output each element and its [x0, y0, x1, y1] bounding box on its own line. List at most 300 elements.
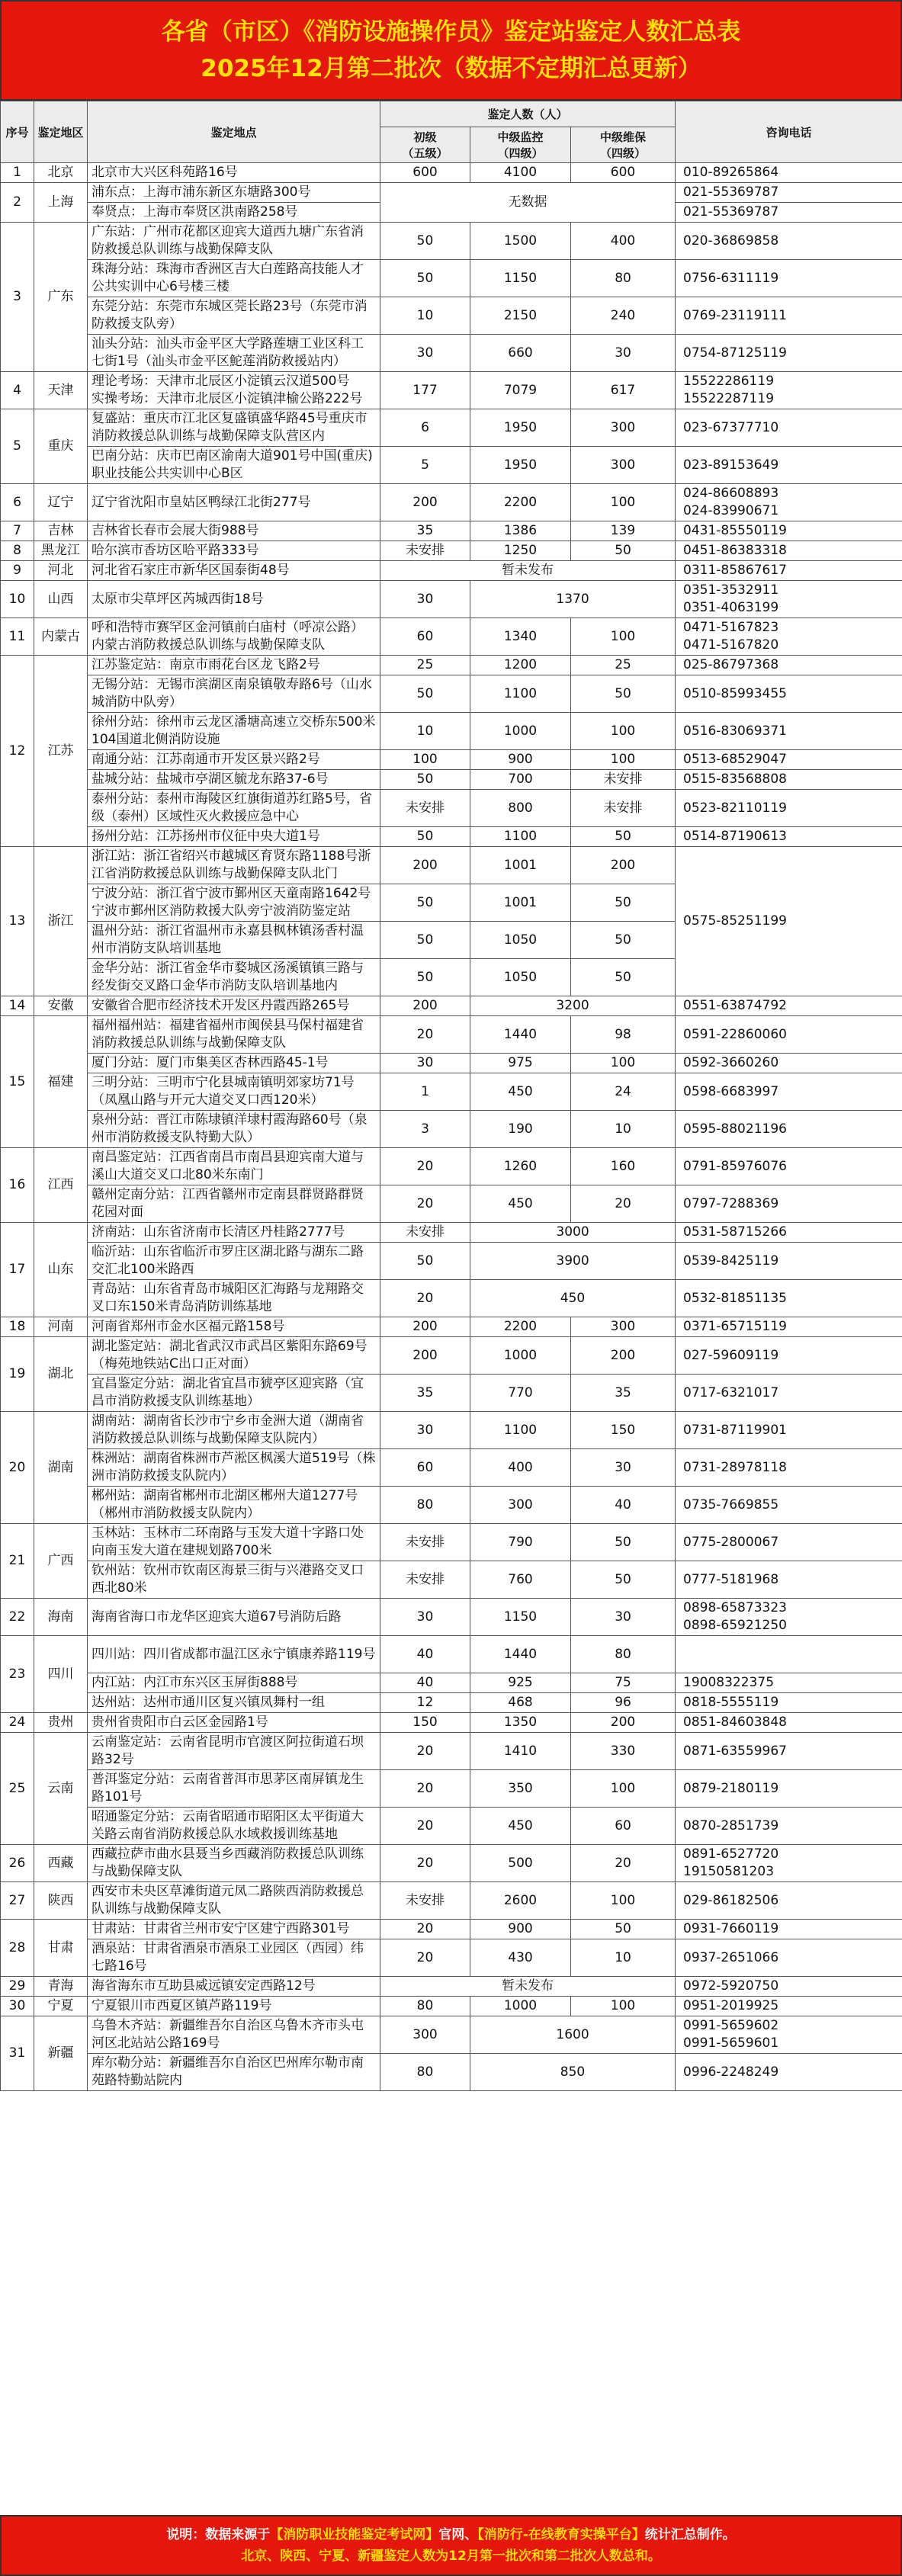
region-name: 浙江: [34, 847, 88, 996]
contact-phone: 0991-5659602 0991-5659601: [676, 2016, 902, 2054]
site-address: 昭通鉴定分站：云南省昭通市昭阳区太平街道大关路云南省消防救援总队水域救援训练基地: [88, 1808, 380, 1845]
table-row: [1, 1808, 902, 1845]
row-number: 17: [1, 1223, 34, 1317]
count-monitor: 1410: [470, 1733, 571, 1770]
site-address: 南昌鉴定站：江西省南昌市南昌县迎宾南大道与溪山大道交叉口北80米东南门: [88, 1148, 380, 1185]
site-address: 达州站：达州市通川区复兴镇凤舞村一组: [88, 1693, 380, 1713]
count-monitor: 1000: [470, 1997, 571, 2016]
count-maintenance: 139: [571, 521, 676, 541]
contact-phone: 010-89265864: [676, 163, 902, 183]
count-junior: 12: [380, 1693, 470, 1713]
contact-phone: 0471-5167823 0471-5167820: [676, 618, 902, 656]
contact-phone: 0851-84603848: [676, 1713, 902, 1733]
table-row: [1, 1997, 902, 2016]
count-intermediate-merged: 3000: [470, 1223, 676, 1243]
contact-phone: 0451-86383318: [676, 541, 902, 561]
count-junior: 20: [380, 1733, 470, 1770]
table-row: [1, 618, 902, 656]
count-junior: 10: [380, 713, 470, 750]
table-row: [1, 1185, 902, 1223]
contact-phone: 0756-6311119: [676, 260, 902, 297]
site-address: 济南站：山东省济南市长清区丹桂路2777号: [88, 1223, 380, 1243]
region-name: 河北: [34, 561, 88, 581]
main-title: 各省（市区）《消防设施操作员》鉴定站鉴定人数汇总表: [161, 18, 741, 46]
count-junior: 50: [380, 884, 470, 922]
row-number: 9: [1, 561, 34, 581]
contact-phone: 0371-65715119: [676, 1317, 902, 1337]
contact-phone: 0870-2851739: [676, 1808, 902, 1845]
table-row: [1, 521, 902, 541]
site-address: 徐州分站：徐州市云龙区潘塘高速立交桥东500米104国道北侧消防设施: [88, 713, 380, 750]
count-maintenance: 24: [571, 1073, 676, 1111]
count-monitor: 1950: [470, 409, 571, 447]
table-row: [1, 1337, 902, 1375]
site-address: 西安市未央区草滩街道元凤二路陕西消防救援总队训练与战勤保障支队: [88, 1882, 380, 1920]
contact-phone: 0797-7288369: [676, 1185, 902, 1223]
contact-phone: 0898-65873323 0898-65921250: [676, 1599, 902, 1636]
contact-phone: 19008322375: [676, 1673, 902, 1693]
contact-phone: 0754-87125119: [676, 335, 902, 372]
contact-phone: 0775-2800067: [676, 1524, 902, 1561]
count-monitor: 700: [470, 770, 571, 790]
count-maintenance: 100: [571, 713, 676, 750]
count-monitor: 190: [470, 1111, 571, 1148]
contact-phone: 0531-58715266: [676, 1223, 902, 1243]
contact-phone: 023-67377710: [676, 409, 902, 447]
count-maintenance: 80: [571, 260, 676, 297]
count-junior: 25: [380, 656, 470, 675]
count-maintenance: 600: [571, 163, 676, 183]
count-monitor: 1100: [470, 675, 571, 713]
contact-phone: 0311-85867617: [676, 561, 902, 581]
site-address: 云南鉴定站：云南省昆明市官渡区阿拉街道石坝路32号: [88, 1733, 380, 1770]
count-monitor: 975: [470, 1054, 571, 1073]
site-address: 宁波分站：浙江省宁波市鄞州区天童南路1642号宁波市鄞州区消防救援大队旁宁波消防鉴定站: [88, 884, 380, 922]
count-maintenance: 10: [571, 1939, 676, 1977]
row-number: 7: [1, 521, 34, 541]
contact-phone: 020-36869858: [676, 223, 902, 260]
region-name: 江西: [34, 1148, 88, 1223]
summary-table: [0, 101, 902, 2091]
region-name: 吉林: [34, 521, 88, 541]
region-name: 北京: [34, 163, 88, 183]
table-row: [1, 847, 902, 884]
table-row: [1, 1487, 902, 1524]
table-row: [1, 183, 902, 203]
table-row: [1, 770, 902, 790]
count-monitor: 925: [470, 1673, 571, 1693]
count-maintenance: 200: [571, 847, 676, 884]
site-address: 江苏鉴定站：南京市雨花台区龙飞路2号: [88, 656, 380, 675]
count-intermediate-merged: 850: [470, 2054, 676, 2091]
count-monitor: 1200: [470, 656, 571, 675]
site-address: 河北省石家庄市新华区国泰街48号: [88, 561, 380, 581]
count-junior: 20: [380, 1016, 470, 1054]
contact-phone: 0735-7669855: [676, 1487, 902, 1524]
table-row: [1, 484, 902, 521]
contact-phone: 0777-5181968: [676, 1561, 902, 1599]
site-address: 酒泉站：甘肃省酒泉市酒泉工业园区（西园）纬七路16号: [88, 1939, 380, 1977]
region-name: 江苏: [34, 656, 88, 847]
row-number: 3: [1, 223, 34, 372]
site-address: 厦门分站：厦门市集美区杏林西路45-1号: [88, 1054, 380, 1073]
count-maintenance: 330: [571, 1733, 676, 1770]
region-name: 河南: [34, 1317, 88, 1337]
contact-phone: 0592-3660260: [676, 1054, 902, 1073]
contact-phone: 0351-3532911 0351-4063199: [676, 581, 902, 618]
count-junior: 177: [380, 372, 470, 409]
table-row: [1, 581, 902, 618]
count-monitor: 1340: [470, 618, 571, 656]
count-maintenance: 100: [571, 750, 676, 770]
table-row: [1, 561, 902, 581]
region-name: 四川: [34, 1636, 88, 1713]
count-monitor: 1150: [470, 260, 571, 297]
count-maintenance: 50: [571, 922, 676, 959]
site-address: 三明分站：三明市宁化县城南镇明郊家坊71号（凤凰山路与开元大道交叉口西120米）: [88, 1073, 380, 1111]
contact-phone: 0769-23119111: [676, 297, 902, 335]
region-name: 新疆: [34, 2016, 88, 2091]
site-address: 湖北鉴定站：湖北省武汉市武昌区紫阳东路69号（梅苑地铁站C出口正对面）: [88, 1337, 380, 1375]
count-maintenance: 50: [571, 541, 676, 561]
count-junior: 未安排: [380, 1561, 470, 1599]
contact-phone: 0551-63874792: [676, 996, 902, 1016]
count-junior: 50: [380, 223, 470, 260]
region-name: 黑龙江: [34, 541, 88, 561]
row-number: 25: [1, 1733, 34, 1845]
count-junior: 80: [380, 1997, 470, 2016]
col-header-junior: 初级 （五级）: [380, 127, 470, 163]
table-row: [1, 1733, 902, 1770]
count-maintenance: 240: [571, 297, 676, 335]
count-maintenance: 50: [571, 675, 676, 713]
table-row: [1, 1054, 902, 1073]
count-maintenance: 35: [571, 1375, 676, 1412]
count-maintenance: 30: [571, 1449, 676, 1487]
count-monitor: 450: [470, 1073, 571, 1111]
contact-phone: 0791-85976076: [676, 1148, 902, 1185]
count-monitor: 1001: [470, 847, 571, 884]
count-monitor: 1440: [470, 1016, 571, 1054]
table-row: [1, 1713, 902, 1733]
count-maintenance: 75: [571, 1673, 676, 1693]
contact-phone: 0575-85251199: [676, 847, 902, 996]
site-address: 玉林站：玉林市二环南路与玉发大道十字路口处向南玉发大道在建规划路700米: [88, 1524, 380, 1561]
count-monitor: 660: [470, 335, 571, 372]
site-address: 南通分站：江苏南通市开发区景兴路2号: [88, 750, 380, 770]
count-maintenance: 400: [571, 223, 676, 260]
count-monitor: 1386: [470, 521, 571, 541]
title-banner: [0, 0, 902, 101]
count-maintenance: 50: [571, 1524, 676, 1561]
site-address: 扬州分站：江苏扬州市仪征中央大道1号: [88, 827, 380, 847]
count-monitor: 450: [470, 1185, 571, 1223]
contact-phone: 0510-85993455: [676, 675, 902, 713]
region-name: 贵州: [34, 1713, 88, 1733]
count-maintenance: 25: [571, 656, 676, 675]
site-address: 浦东点：上海市浦东新区东塘路300号: [88, 183, 380, 203]
count-monitor: 790: [470, 1524, 571, 1561]
table-row: [1, 675, 902, 713]
site-address: 呼和浩特市赛罕区金河镇前白庙村（呼凉公路）内蒙古消防救援总队训练与战勤保障支队: [88, 618, 380, 656]
count-junior: 20: [380, 1148, 470, 1185]
row-number: 10: [1, 581, 34, 618]
table-row: [1, 335, 902, 372]
count-monitor: 760: [470, 1561, 571, 1599]
site-address: 吉林省长春市会展大街988号: [88, 521, 380, 541]
count-junior: 50: [380, 770, 470, 790]
col-header-count-group: 鉴定人数（人）: [380, 101, 676, 127]
table-row: [1, 297, 902, 335]
site-address: 赣州定南分站：江西省赣州市定南县群贤路群贤花园对面: [88, 1185, 380, 1223]
region-name: 陕西: [34, 1882, 88, 1920]
region-name: 天津: [34, 372, 88, 409]
row-number: 24: [1, 1713, 34, 1733]
table-row: [1, 1073, 902, 1111]
site-address: 湖南站：湖南省长沙市宁乡市金洲大道（湖南省消防救援总队训练与战勤保障支队院内）: [88, 1412, 380, 1449]
count-monitor: 1500: [470, 223, 571, 260]
count-junior: 3: [380, 1111, 470, 1148]
contact-phone: 029-86182506: [676, 1882, 902, 1920]
region-name: 重庆: [34, 409, 88, 484]
count-junior: 50: [380, 1243, 470, 1280]
contact-phone: 024-86608893 024-83990671: [676, 484, 902, 521]
count-monitor: 2200: [470, 484, 571, 521]
count-junior: 20: [380, 1920, 470, 1939]
contact-phone: 0717-6321017: [676, 1375, 902, 1412]
site-address: 乌鲁木齐站：新疆维吾尔自治区乌鲁木齐市头屯河区北站站公路169号: [88, 2016, 380, 2054]
site-address: 泰州分站：泰州市海陵区红旗街道苏红路5号，省级（泰州）区域性灭火救援应急中心: [88, 790, 380, 827]
count-monitor: 1440: [470, 1636, 571, 1673]
row-number: 8: [1, 541, 34, 561]
count-monitor: 1260: [470, 1148, 571, 1185]
table-row: [1, 1317, 902, 1337]
count-maintenance: 100: [571, 1770, 676, 1808]
site-address: 宜昌鉴定分站：湖北省宜昌市猇亭区迎宾路（宜昌市消防救援支队训练基地）: [88, 1375, 380, 1412]
count-junior: 80: [380, 1487, 470, 1524]
count-maintenance: 100: [571, 484, 676, 521]
contact-phone: 021-55369787: [676, 203, 902, 223]
footer-line-1: 说明：数据来源于【消防职业技能鉴定考试网】官网、【消防行-在线教育实操平台】统计汇总制作。: [166, 2527, 736, 2542]
contact-phone: 0818-5555119: [676, 1693, 902, 1713]
site-address: 温州分站：浙江省温州市永嘉县枫林镇汤香村温州市消防支队培训基地: [88, 922, 380, 959]
region-name: 福建: [34, 1016, 88, 1148]
count-junior: 未安排: [380, 1882, 470, 1920]
count-junior: 30: [380, 1412, 470, 1449]
contact-phone: [676, 1636, 902, 1673]
count-junior: 6: [380, 409, 470, 447]
row-number: 1: [1, 163, 34, 183]
table-row: [1, 447, 902, 484]
contact-phone: 0595-88021196: [676, 1111, 902, 1148]
row-number: 4: [1, 372, 34, 409]
count-monitor: 400: [470, 1449, 571, 1487]
count-monitor: 2600: [470, 1882, 571, 1920]
count-maintenance: 80: [571, 1636, 676, 1673]
site-address: 株洲站：湖南省株洲市芦淞区枫溪大道519号（株洲市消防救援支队院内）: [88, 1449, 380, 1487]
site-address: 复盛站：重庆市江北区复盛镇盛华路45号重庆市消防救援总队训练与战勤保障支队营区内: [88, 409, 380, 447]
row-number: 29: [1, 1977, 34, 1997]
footer-note: [0, 2515, 902, 2576]
contact-phone: 0937-2651066: [676, 1939, 902, 1977]
row-number: 22: [1, 1599, 34, 1636]
table-row: [1, 656, 902, 675]
count-junior: 1: [380, 1073, 470, 1111]
count-maintenance: 未安排: [571, 770, 676, 790]
table-row: [1, 1977, 902, 1997]
row-number: 31: [1, 2016, 34, 2091]
col-header-monitor: 中级监控 （四级）: [470, 127, 571, 163]
contact-phone: 0514-87190613: [676, 827, 902, 847]
row-number: 23: [1, 1636, 34, 1713]
region-name: 广西: [34, 1524, 88, 1599]
count-intermediate-merged: 3900: [470, 1243, 676, 1280]
contact-phone: 027-59609119: [676, 1337, 902, 1375]
count-junior: 200: [380, 1317, 470, 1337]
count-maintenance: 40: [571, 1487, 676, 1524]
count-junior: 300: [380, 2016, 470, 2054]
count-intermediate-merged: 1370: [470, 581, 676, 618]
site-address: 西藏拉萨市曲水县聂当乡西藏消防救援总队训练与战勤保障支队: [88, 1845, 380, 1882]
count-monitor: 468: [470, 1693, 571, 1713]
site-address: 青岛站：山东省青岛市城阳区汇海路与龙翔路交叉口东150米青岛消防训练基地: [88, 1280, 380, 1317]
region-name: 甘肃: [34, 1920, 88, 1977]
table-row: [1, 1412, 902, 1449]
count-junior: 60: [380, 618, 470, 656]
region-name: 上海: [34, 183, 88, 223]
site-address: 浙江站：浙江省绍兴市越城区育贤东路1188号浙江省消防救援总队训练与战勤保障支队北门: [88, 847, 380, 884]
region-name: 湖南: [34, 1412, 88, 1524]
region-name: 安徽: [34, 996, 88, 1016]
count-monitor: 1001: [470, 884, 571, 922]
contact-phone: 0523-82110119: [676, 790, 902, 827]
table-row: [1, 1561, 902, 1599]
contact-phone: 0996-2248249: [676, 2054, 902, 2091]
site-address: 宁夏银川市西夏区镇芦路119号: [88, 1997, 380, 2016]
count-junior: 5: [380, 447, 470, 484]
count-maintenance: 200: [571, 1713, 676, 1733]
contact-phone: 0431-85550119: [676, 521, 902, 541]
count-junior: 100: [380, 750, 470, 770]
region-name: 西藏: [34, 1845, 88, 1882]
count-monitor: 1100: [470, 1412, 571, 1449]
count-junior: 20: [380, 1770, 470, 1808]
table-row: [1, 372, 902, 409]
table-row: [1, 1920, 902, 1939]
col-header-region: 鉴定地区: [34, 101, 88, 163]
row-number: 18: [1, 1317, 34, 1337]
site-address: 贵州省贵阳市白云区金园路1号: [88, 1713, 380, 1733]
site-address: 奉贤点：上海市奉贤区洪南路258号: [88, 203, 380, 223]
count-junior: 30: [380, 581, 470, 618]
count-junior: 10: [380, 297, 470, 335]
site-address: 理论考场：天津市北辰区小淀镇云汉道500号 实操考场：天津市北辰区小淀镇津榆公路222号: [88, 372, 380, 409]
site-address: 临沂站：山东省临沂市罗庄区湖北路与湖东二路交汇北100米路西: [88, 1243, 380, 1280]
site-address: 广东站：广州市花都区迎宾大道西九塘广东省消防救援总队训练与战勤保障支队: [88, 223, 380, 260]
count-junior: 未安排: [380, 790, 470, 827]
site-address: 库尔勒分站：新疆维吾尔自治区巴州库尔勒市南苑路特勤站院内: [88, 2054, 380, 2091]
site-address: 四川站：四川省成都市温江区永宁镇康养路119号: [88, 1636, 380, 1673]
count-maintenance: 100: [571, 1997, 676, 2016]
sub-title: 2025年12月第二批次（数据不定期汇总更新）: [201, 55, 701, 82]
col-header-no: 序号: [1, 101, 34, 163]
contact-phone: 0532-81851135: [676, 1280, 902, 1317]
count-maintenance: 150: [571, 1412, 676, 1449]
count-junior: 50: [380, 959, 470, 996]
table-row: [1, 1636, 902, 1673]
col-header-maintenance: 中级维保 （四级）: [571, 127, 676, 163]
site-address: 东莞分站：东莞市东城区莞长路23号（东莞市消防救援支队旁）: [88, 297, 380, 335]
count-junior: 80: [380, 2054, 470, 2091]
count-maintenance: 50: [571, 959, 676, 996]
count-junior: 50: [380, 260, 470, 297]
contact-phone: 0972-5920750: [676, 1977, 902, 1997]
count-monitor: 1150: [470, 1599, 571, 1636]
contact-phone: 0513-68529047: [676, 750, 902, 770]
row-number: 5: [1, 409, 34, 484]
col-header-site: 鉴定地点: [88, 101, 380, 163]
site-address: 北京市大兴区科苑路16号: [88, 163, 380, 183]
region-name: 山西: [34, 581, 88, 618]
count-monitor: 1250: [470, 541, 571, 561]
region-name: 宁夏: [34, 1997, 88, 2016]
count-monitor: 1950: [470, 447, 571, 484]
count-junior: 35: [380, 1375, 470, 1412]
site-address: 郴州站：湖南省郴州市北湖区郴州大道1277号（郴州市消防救援支队院内）: [88, 1487, 380, 1524]
count-junior: 50: [380, 922, 470, 959]
count-maintenance: 98: [571, 1016, 676, 1054]
table-row: [1, 163, 902, 183]
count-junior: 60: [380, 1449, 470, 1487]
contact-phone: 0731-28978118: [676, 1449, 902, 1487]
table-row: [1, 1939, 902, 1977]
count-junior: 20: [380, 1280, 470, 1317]
count-junior: 40: [380, 1673, 470, 1693]
site-address: 太原市尖草坪区芮城西街18号: [88, 581, 380, 618]
contact-phone: 0951-2019925: [676, 1997, 902, 2016]
count-maintenance: 20: [571, 1845, 676, 1882]
count-maintenance: 160: [571, 1148, 676, 1185]
row-number: 15: [1, 1016, 34, 1148]
site-address: 福州福州站：福建省福州市闽侯县马保村福建省消防救援总队训练与战勤保障支队: [88, 1016, 380, 1054]
count-maintenance: 100: [571, 1054, 676, 1073]
region-name: 海南: [34, 1599, 88, 1636]
site-address: 辽宁省沈阳市皇姑区鸭绿江北街277号: [88, 484, 380, 521]
region-name: 青海: [34, 1977, 88, 1997]
count-junior: 600: [380, 163, 470, 183]
table-row: [1, 223, 902, 260]
table-row: [1, 827, 902, 847]
site-address: 钦州站：钦州市钦南区海景三街与兴港路交叉口西北80米: [88, 1561, 380, 1599]
table-row: [1, 790, 902, 827]
count-junior: 30: [380, 1599, 470, 1636]
contact-phone: 15522286119 15522287119: [676, 372, 902, 409]
count-monitor: 2200: [470, 1317, 571, 1337]
contact-phone: 0539-8425119: [676, 1243, 902, 1280]
table-row: [1, 1845, 902, 1882]
count-monitor: 7079: [470, 372, 571, 409]
count-merged-cell: 暂未发布: [380, 1977, 676, 1997]
region-name: 云南: [34, 1733, 88, 1845]
count-maintenance: 未安排: [571, 790, 676, 827]
table-row: [1, 713, 902, 750]
contact-phone: 0516-83069371: [676, 713, 902, 750]
count-junior: 150: [380, 1713, 470, 1733]
count-monitor: 350: [470, 1770, 571, 1808]
count-maintenance: 300: [571, 447, 676, 484]
site-address: 甘肃站：甘肃省兰州市安宁区建宁西路301号: [88, 1920, 380, 1939]
count-junior: 未安排: [380, 1524, 470, 1561]
